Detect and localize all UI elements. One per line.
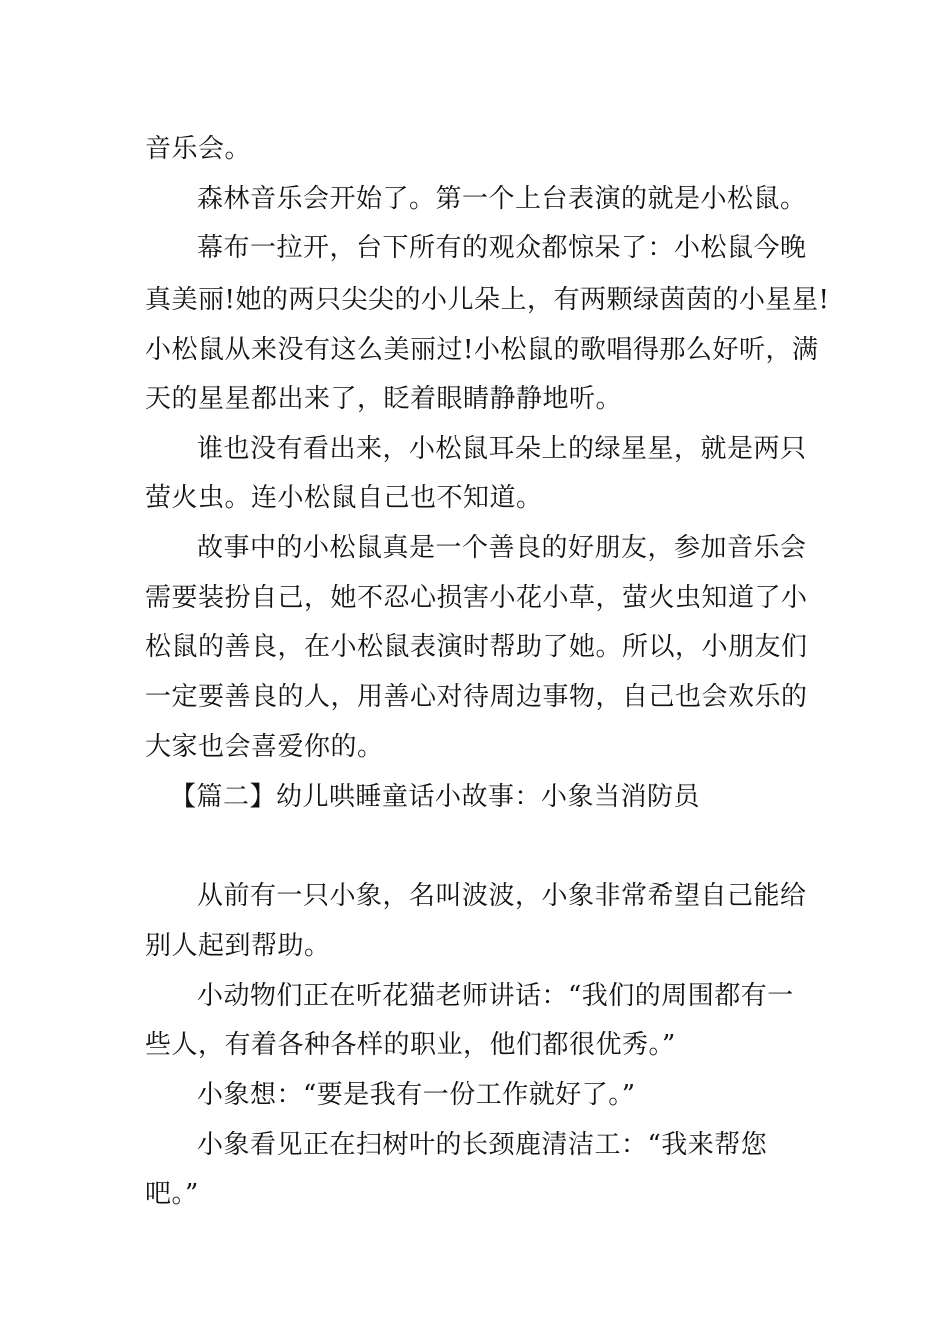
paragraph-line: 小象看见正在扫树叶的长颈鹿清洁工：“我来帮您 (197, 1130, 768, 1160)
paragraph-line: 谁也没有看出来，小松鼠耳朵上的绿星星，就是两只 (197, 434, 807, 464)
paragraph-line: 大家也会喜爱你的。 (145, 732, 384, 762)
paragraph-line: 萤火虫。连小松鼠自己也不知道。 (145, 483, 543, 513)
paragraph-line: 松鼠的善良，在小松鼠表演时帮助了她。所以，小朋友们 (145, 632, 808, 662)
section-heading: 【篇二】幼儿哄睡童话小故事：小象当消防员 (170, 782, 701, 812)
paragraph-line: 需要装扮自己，她不忍心损害小花小草，萤火虫知道了小 (145, 583, 808, 613)
paragraph-line: 从前有一只小象，名叫波波，小象非常希望自己能给 (197, 881, 807, 911)
paragraph-line: 真美丽!她的两只尖尖的小儿朵上，有两颗绿茵茵的小星星! (145, 285, 830, 315)
paragraph-line: 一定要善良的人，用善心对待周边事物，自己也会欢乐的 (145, 682, 808, 712)
paragraph-line: 森林音乐会开始了。第一个上台表演的就是小松鼠。 (197, 184, 807, 214)
paragraph-line: 别人起到帮助。 (145, 931, 331, 961)
paragraph-line: 故事中的小松鼠真是一个善良的好朋友，参加音乐会 (197, 533, 807, 563)
paragraph-line: 吧。” (145, 1179, 199, 1209)
paragraph-line: 天的星星都出来了，眨着眼睛静静地听。 (145, 384, 623, 414)
paragraph-line: 幕布一拉开，台下所有的观众都惊呆了：小松鼠今晚 (197, 233, 807, 263)
paragraph-line: 小象想：“要是我有一份工作就好了。” (197, 1080, 636, 1110)
paragraph-line: 些人，有着各种各样的职业，他们都很优秀。” (145, 1030, 676, 1060)
paragraph-line: 小动物们正在听花猫老师讲话：“我们的周围都有一 (197, 981, 794, 1011)
paragraph-line: 小松鼠从来没有这么美丽过!小松鼠的歌唱得那么好听，满 (145, 335, 819, 365)
paragraph-line: 音乐会。 (145, 134, 252, 164)
